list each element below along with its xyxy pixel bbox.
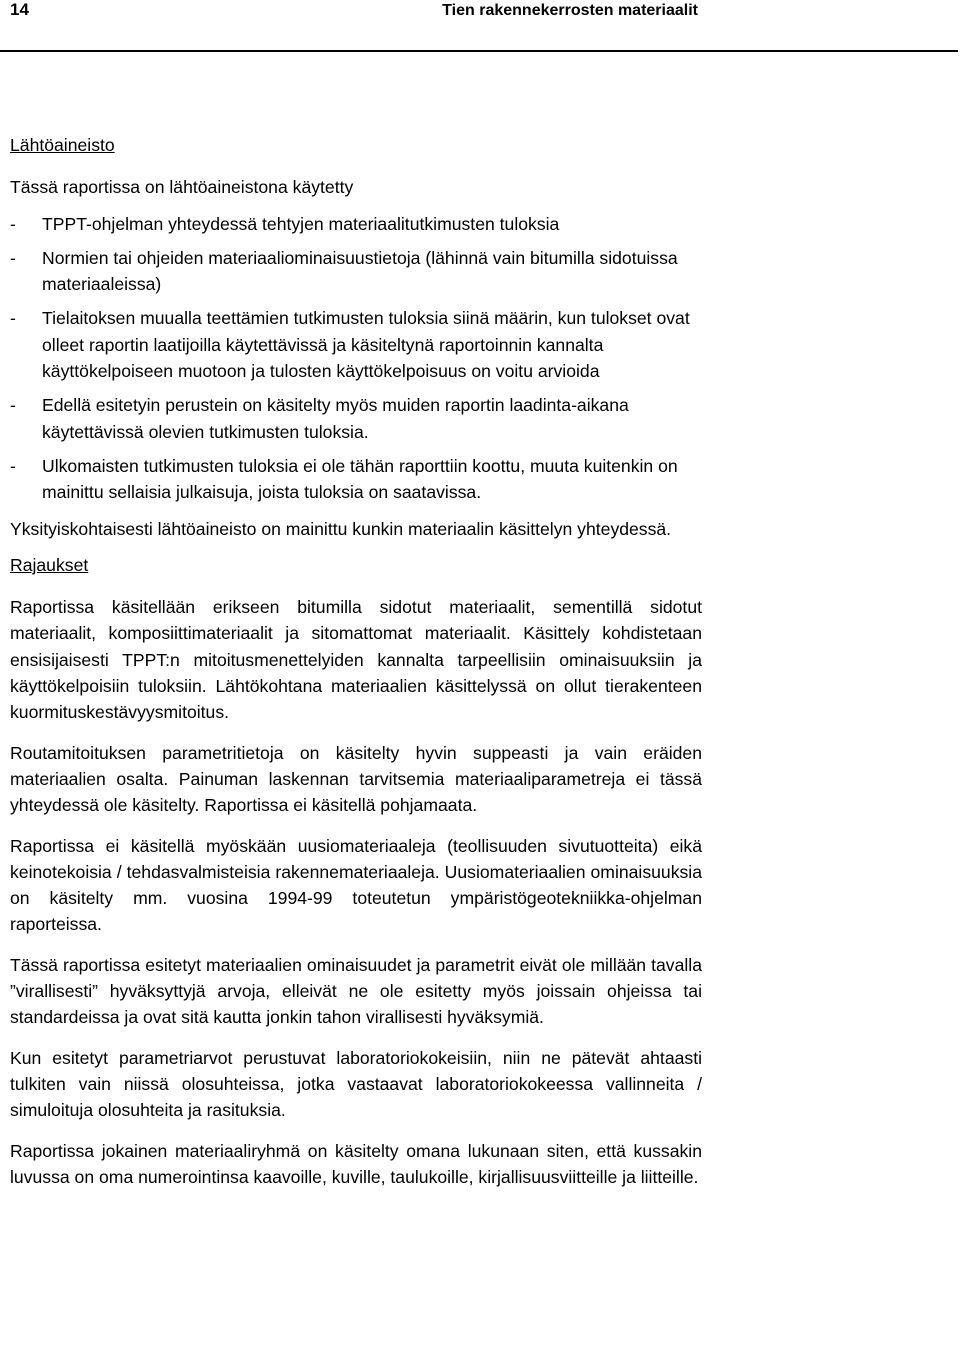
list-dash: -: [10, 455, 16, 476]
list-item: [10, 305, 702, 384]
list-dash: -: [10, 308, 16, 329]
limits-paragraph: Raportissa käsitellään erikseen bitumilla sidotut materiaalit, sementillä sidotut materiaalit, komposiittimateriaalit ja sitomattomat materiaalit. Käsittely kohdistetaan ensisijaisesti TPPT:n mitoitusmenettelyiden kannalta tarpeellisiin ominaisuuksiin ja käyttökelpoisiin tuloksiin. Lähtökohtana materiaalien käsittelyssä on ollut tierakenteen kuormituskestävyysmitoitus.: [10, 597, 702, 723]
list-item-text: Tielaitoksen muualla teettämien tutkimusten tuloksia siinä määrin, kun tulokset ovat olleet raportin laatijoilla käytettävissä ja käsiteltynä raportoinnin kannalta käyttökelpoiseen muotoon ja tulosten käyttökelpoisuus on voitu arvioida: [42, 308, 690, 382]
list-item: [10, 392, 702, 445]
limits-paragraph: Kun esitetyt parametriarvot perustuvat laboratoriokokeisiin, niin ne pätevät ahtaasti tulkiten vain niissä olosuhteissa, jotka vastaavat laboratoriokokeessa vallinneita / simuloituja olosuhteita ja rasituksia.: [10, 1047, 702, 1121]
limits-paragraph: Raportissa ei käsitellä myöskään uusiomateriaaleja (teollisuuden sivutuotteita) eikä keinotekoisia / tehdasvalmisteisia rakennemateriaaleja. Uusiomateriaalien ominaisuuksia on käsitelty mm. vuosina 1994-99 toteutetun ympäristögeotekniikka-ohjelman raporteissa.: [10, 835, 702, 935]
running-title: Tien rakennekerrosten materiaalit: [442, 2, 698, 19]
source-list: [10, 211, 702, 506]
limits-paragraph: Routamitoituksen parametritietoja on käsitelty hyvin suppeasti ja vain eräiden materiaalien osalta. Painuman laskennan tarvitsemia materiaaliparametreja ei tässä yhteydessä ole käsitelty. Raportissa ei käsitellä pohjamaata.: [10, 742, 702, 816]
list-item: [10, 245, 702, 298]
list-item-text: Ulkomaisten tutkimusten tuloksia ei ole tähän raporttiin koottu, muuta kuitenkin on mainittu sellaisia julkaisuja, joista tuloksia on saatavissa.: [42, 455, 678, 503]
header-rule: [0, 50, 958, 52]
list-item-text: TPPT-ohjelman yhteydessä tehtyjen materiaalitutkimusten tuloksia: [42, 213, 560, 234]
section-heading-limits: Rajaukset: [10, 554, 89, 575]
list-dash: -: [10, 213, 16, 234]
list-item-text: Normien tai ohjeiden materiaaliominaisuustietoja (lähinnä vain bitumilla sidotuissa materiaaleissa): [42, 247, 678, 295]
page-number: 14: [10, 0, 29, 19]
list-dash: -: [10, 247, 16, 268]
source-closing: Yksityiskohtaisesti lähtöaineisto on mainittu kunkin materiaalin käsittelyn yhteydessä.: [10, 518, 672, 539]
source-intro: Tässä raportissa on lähtöaineistona käytetty: [10, 177, 354, 198]
limits-paragraph: Tässä raportissa esitetyt materiaalien ominaisuudet ja parametrit eivät ole millään tavalla ”virallisesti” hyväksyttyjä arvoja, elleivät ne ole esitetty myös joissain ohjeissa tai standardeissa ja ovat sitä kautta jonkin tahon virallisesti hyväksymiä.: [10, 954, 702, 1028]
list-item: [10, 211, 702, 237]
page-content: [10, 132, 702, 1190]
limits-paragraph: Raportissa jokainen materiaaliryhmä on käsitelty omana lukunaan siten, että kussakin luvussa on oma numerointinsa kaavoille, kuville, taulukoille, kirjallisuusviitteille ja liitteille.: [10, 1140, 702, 1187]
page-header: [0, 0, 960, 52]
list-item: [10, 453, 702, 506]
section-heading-source: Lähtöaineisto: [10, 135, 115, 155]
list-dash: -: [10, 395, 16, 416]
list-item-text: Edellä esitetyin perustein on käsitelty myös muiden raportin laadinta-aikana käytettävissä olevien tutkimusten tuloksia.: [42, 395, 629, 442]
